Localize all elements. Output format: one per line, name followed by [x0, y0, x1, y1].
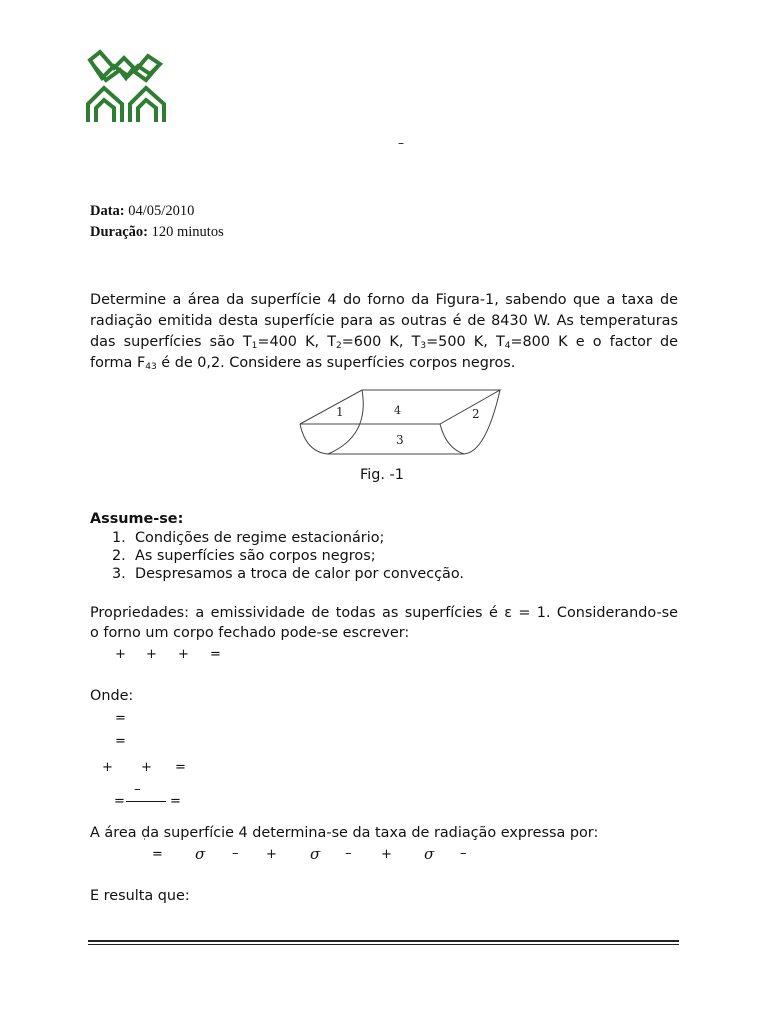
- surface-label-1: 1: [336, 405, 344, 419]
- sub-3: 3: [420, 341, 427, 351]
- where-eq4-equals-2: =: [170, 794, 181, 809]
- sum-plus-2: +: [146, 647, 157, 662]
- form-text-a: forma F: [90, 355, 146, 371]
- where-eq3-plus-2: +: [141, 760, 152, 775]
- sub-43: 43: [145, 362, 157, 372]
- surface-label-3: 3: [396, 433, 404, 447]
- temp-text-d: =500 K, T: [426, 334, 505, 350]
- duration-label: Duração:: [90, 224, 148, 240]
- duration-value: 120 minutos: [151, 224, 224, 240]
- footer-rule-thin: [88, 944, 679, 945]
- university-logo: [84, 46, 168, 126]
- footer-rule: [88, 940, 679, 942]
- assumptions-title: Assume-se:: [90, 511, 184, 527]
- where-eq1-equals: =: [115, 711, 126, 726]
- sum-equals: =: [210, 647, 221, 662]
- fraction-bar: [126, 801, 166, 802]
- sigma-1: σ: [195, 845, 206, 863]
- q-dot: ˙: [142, 838, 147, 849]
- minus-3: –: [460, 846, 467, 861]
- sum-plus-1: +: [115, 647, 126, 662]
- result-line: E resulta que:: [90, 888, 190, 904]
- sub-4: 4: [504, 341, 511, 351]
- where-eq4-minus: –: [134, 782, 141, 797]
- minus-2: –: [345, 846, 352, 861]
- temp-text-b: =400 K, T: [257, 334, 337, 350]
- temp-text-c: =600 K, T: [341, 334, 421, 350]
- where-eq4-equals-1: =: [114, 794, 125, 809]
- area-line: A área da superfície 4 determina-se da taxa de radiação expressa por:: [90, 825, 599, 841]
- temp-text-e: =800 K e o factor de: [510, 334, 678, 350]
- where-label: Onde:: [90, 688, 134, 704]
- properties-line-2: o forno um corpo fechado pode-se escrever:: [90, 625, 410, 641]
- figure-caption: Fig. -1: [360, 467, 404, 483]
- logo-icon: [84, 46, 168, 126]
- temp-text-a: das superfícies são T: [90, 334, 252, 350]
- where-eq2-equals: =: [115, 734, 126, 749]
- where-eq3-plus-1: +: [102, 760, 113, 775]
- area-equals: =: [152, 847, 163, 862]
- header-dash: –: [398, 136, 404, 150]
- list-item: 1. Condições de regime estacionário;: [112, 530, 385, 546]
- date-value: 04/05/2010: [128, 203, 195, 219]
- furnace-figure: [296, 386, 506, 458]
- plus-2: +: [381, 847, 392, 862]
- list-item: 2. As superfícies são corpos negros;: [112, 548, 376, 564]
- date-line: [90, 203, 194, 220]
- problem-line-1: Determine a área da superfície 4 do forno da Figura-1, sabendo que a taxa de: [90, 292, 678, 308]
- list-item: 3. Despresamos a troca de calor por convecção.: [112, 566, 464, 582]
- surface-label-2: 2: [472, 407, 480, 421]
- where-eq3-equals: =: [175, 760, 186, 775]
- sum-plus-3: +: [178, 647, 189, 662]
- problem-line-4: [90, 355, 515, 372]
- plus-1: +: [266, 847, 277, 862]
- sigma-2: σ: [310, 845, 321, 863]
- surface-label-4: 4: [394, 404, 401, 417]
- sub-2: 2: [336, 341, 342, 351]
- problem-line-2: radiação emitida desta superfície para as outras é de 8430 W. As temperaturas: [90, 313, 678, 329]
- form-text-b: é de 0,2. Considere as superfícies corpos negros.: [156, 355, 516, 371]
- properties-line-1: Propriedades: a emissividade de todas as superfícies é ε = 1. Considerando-se: [90, 605, 678, 621]
- date-label: Data:: [90, 203, 125, 219]
- minus-1: –: [232, 846, 239, 861]
- furnace-diagram: [296, 386, 506, 458]
- duration-line: [90, 224, 224, 241]
- sigma-3: σ: [424, 845, 435, 863]
- problem-line-3: [90, 334, 678, 351]
- sub-1: 1: [251, 341, 258, 351]
